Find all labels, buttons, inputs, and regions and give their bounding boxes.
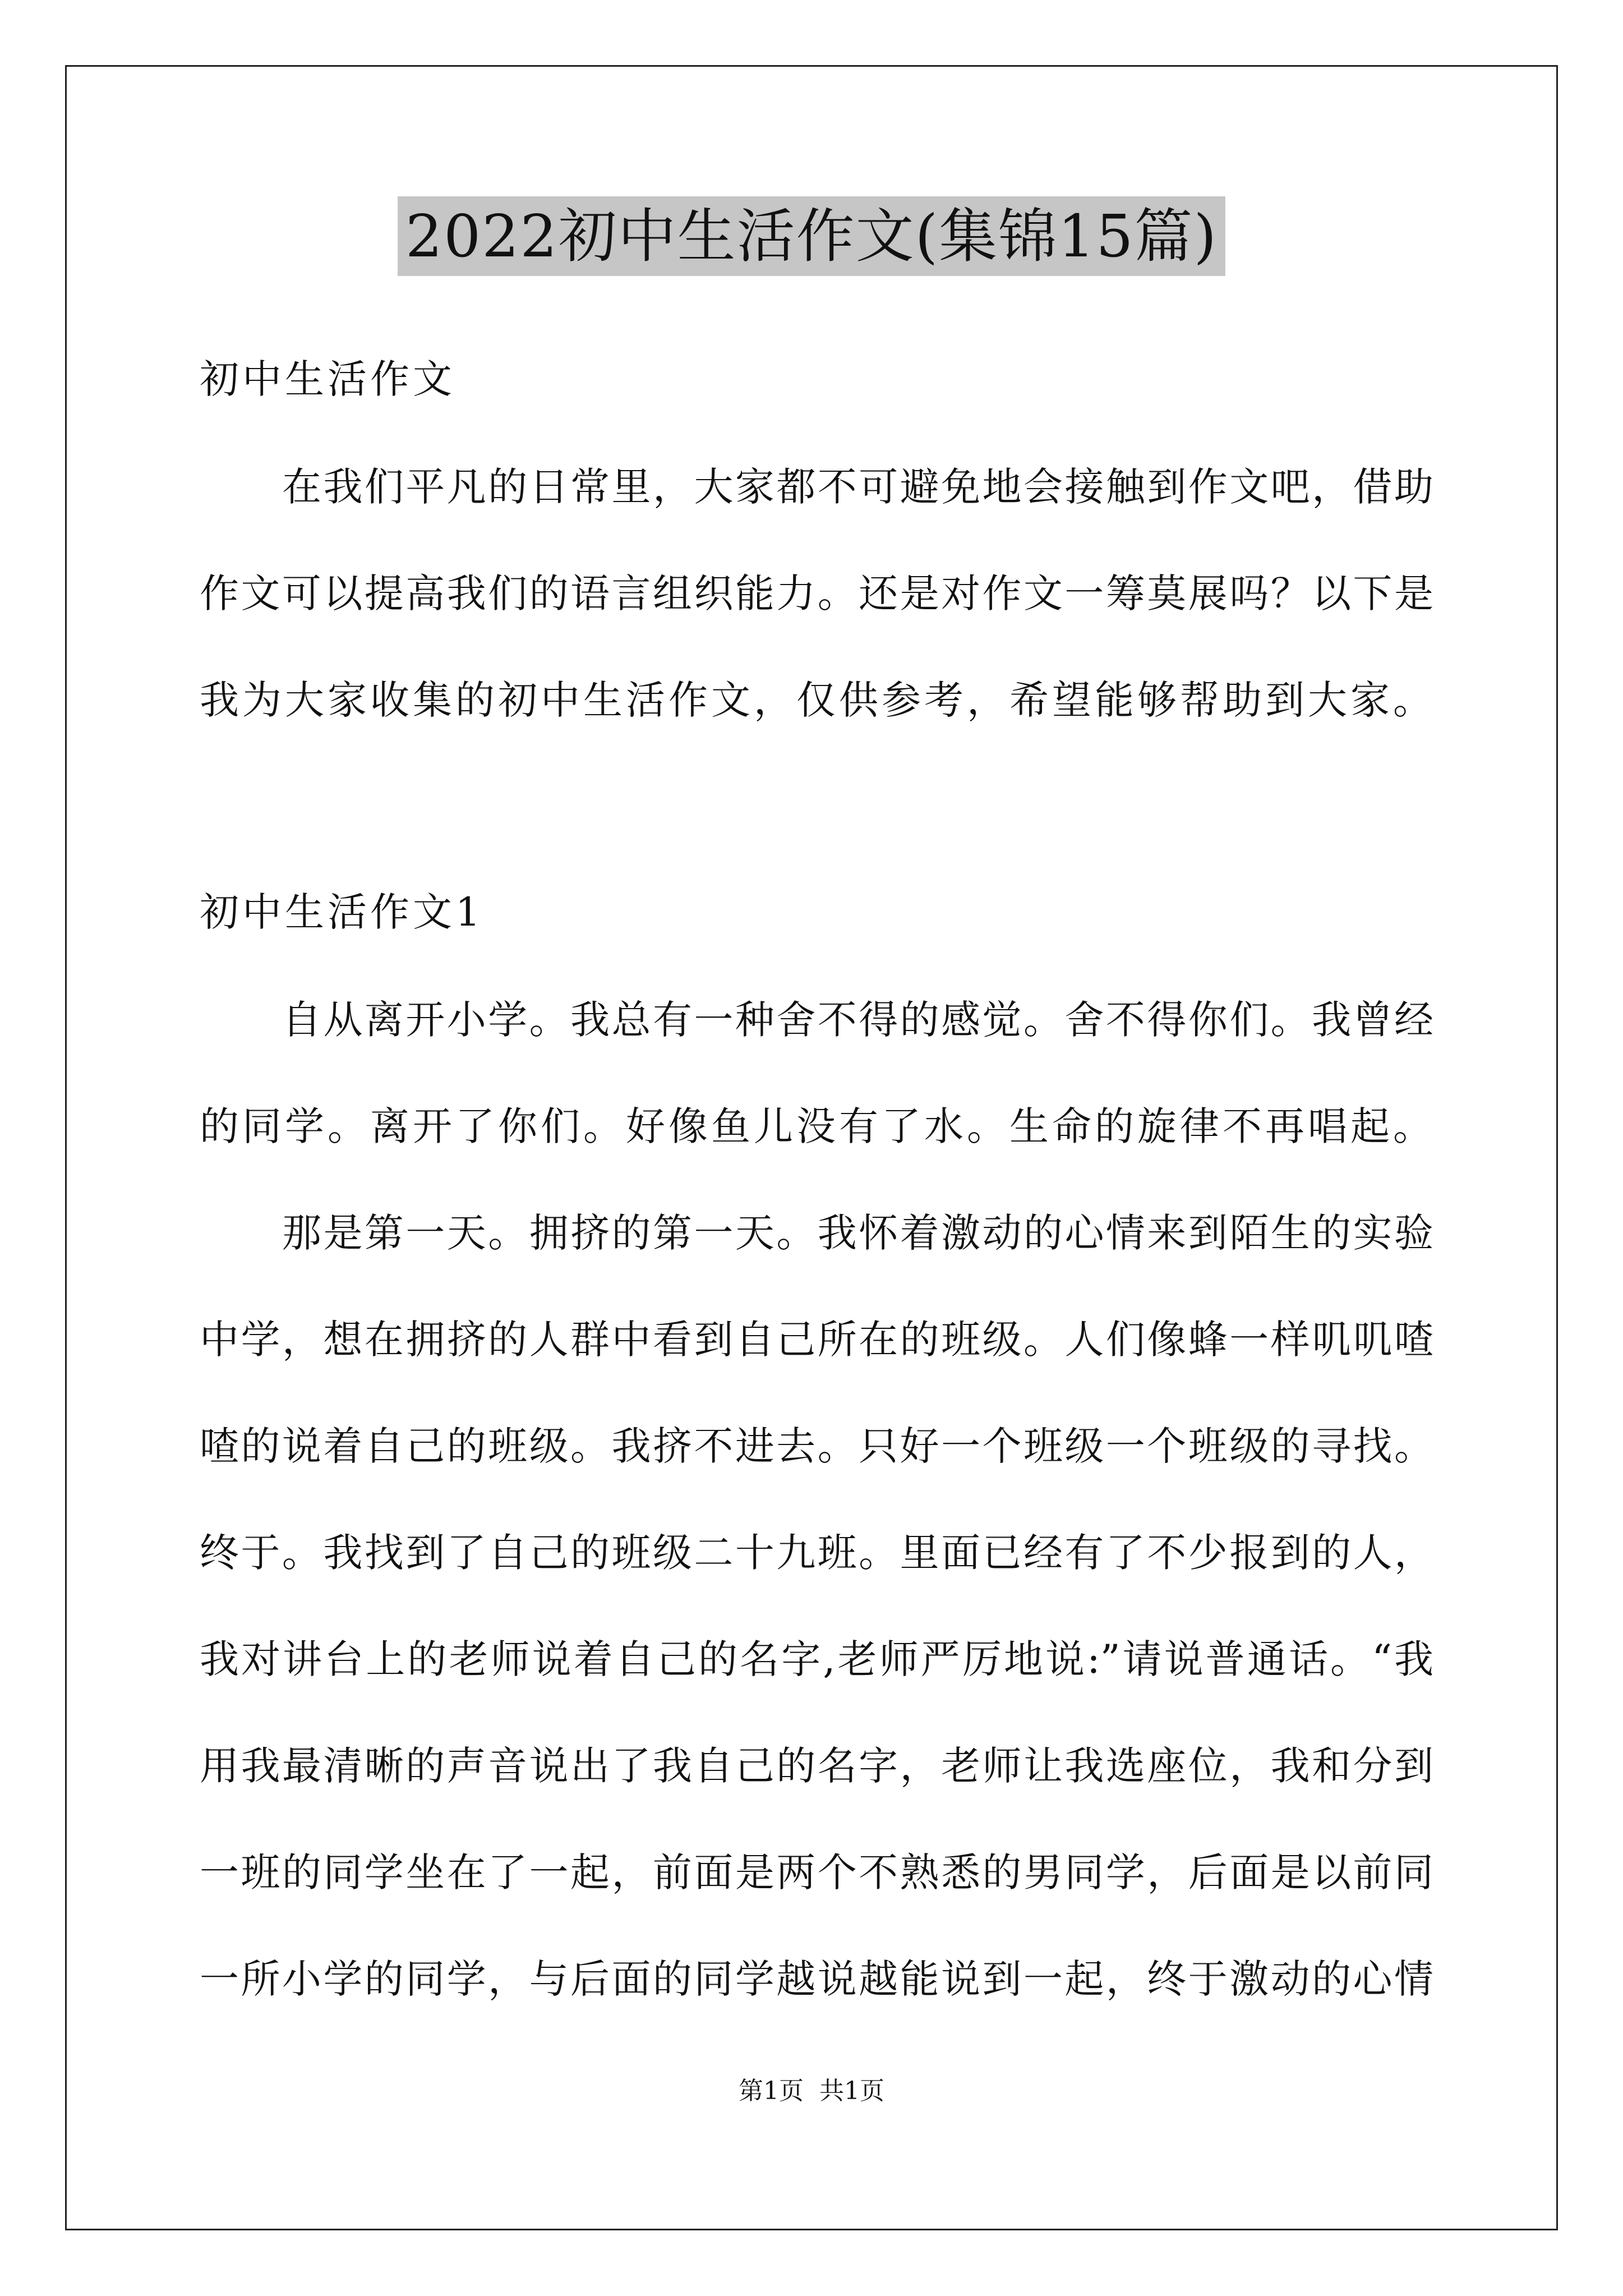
page-number-current: 第1页 [739, 2077, 804, 2105]
intro-line-2: 作文可以提高我们的语言组织能力。还是对作文一筹莫展吗？以下是 [200, 570, 1433, 616]
para-2-line-3: 喳的说着自己的班级。我挤不进去。只好一个班级一个班级的寻找。 [200, 1423, 1433, 1469]
section-heading-intro: 初中生活作文 [200, 356, 455, 402]
para-2-line-2: 中学，想在拥挤的人群中看到自己所在的班级。人们像蜂一样叽叽喳 [200, 1317, 1433, 1363]
title-container [0, 196, 1623, 276]
intro-line-3: 我为大家收集的初中生活作文，仅供参考，希望能够帮助到大家。 [200, 677, 1436, 723]
para-2-line-7: 一班的同学坐在了一起，前面是两个不熟悉的男同学，后面是以前同 [200, 1849, 1433, 1895]
document-title: 2022初中生活作文(集锦15篇) [398, 196, 1225, 276]
para-2-line-5: 我对讲台上的老师说着自己的名字,老师严厉地说:”请说普通话。“我 [200, 1636, 1433, 1682]
intro-line-1: 在我们平凡的日常里，大家都不可避免地会接触到作文吧，借助 [282, 464, 1433, 510]
para-1-line-2: 的同学。离开了你们。好像鱼儿没有了水。生命的旋律不再唱起。 [200, 1103, 1436, 1149]
para-2-line-6: 用我最清晰的声音说出了我自己的名字，老师让我选座位，我和分到 [200, 1743, 1433, 1789]
para-2-line-1: 那是第一天。拥挤的第一天。我怀着激动的心情来到陌生的实验 [282, 1210, 1433, 1256]
para-2-line-4: 终于。我找到了自己的班级二十九班。里面已经有了不少报到的人， [200, 1530, 1433, 1576]
section-heading-1: 初中生活作文1 [200, 889, 484, 935]
para-1-line-1: 自从离开小学。我总有一种舍不得的感觉。舍不得你们。我曾经 [282, 997, 1433, 1043]
para-2-line-8: 一所小学的同学，与后面的同学越说越能说到一起，终于激动的心情 [200, 1956, 1433, 2002]
page-footer [0, 2074, 1623, 2108]
page-number-total: 共1页 [819, 2077, 884, 2105]
